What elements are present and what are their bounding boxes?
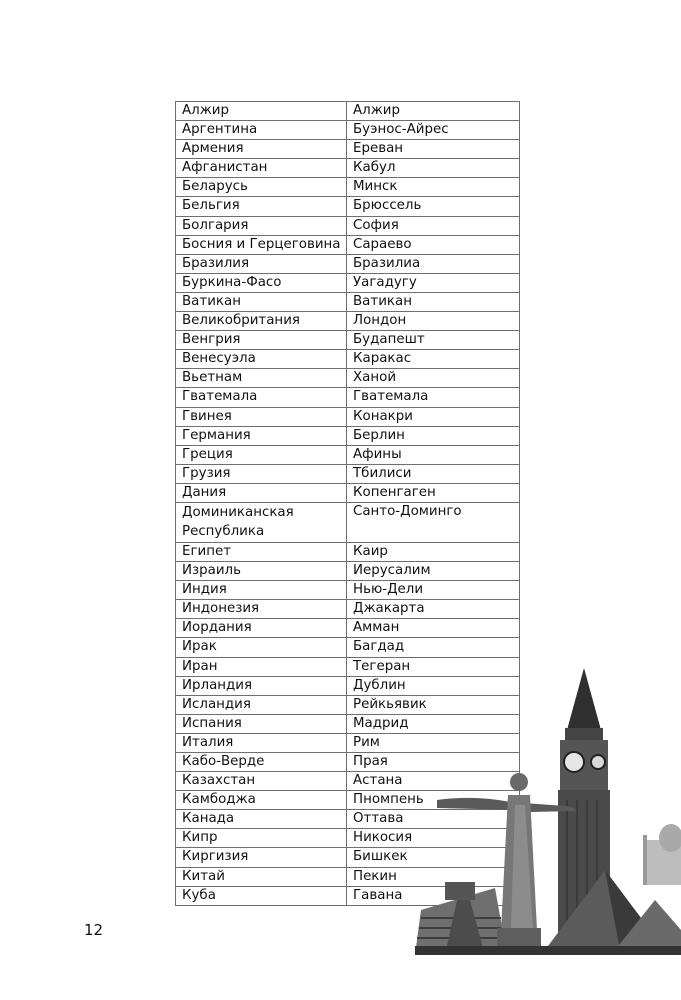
country-cell: Венесуэла <box>176 350 347 369</box>
table-row <box>176 464 520 483</box>
capital-cell: Багдад <box>347 638 520 657</box>
capital-cell: Каракас <box>347 350 520 369</box>
chichen-itza-icon <box>415 882 507 955</box>
country-cell: Гвинея <box>176 407 347 426</box>
table-row <box>176 581 520 600</box>
capital-cell: Брюссель <box>347 197 520 216</box>
landmarks-illustration <box>415 660 681 955</box>
country-cell: Египет <box>176 542 347 561</box>
capital-cell: Пномпень <box>347 791 520 810</box>
capital-cell: Бразилиа <box>347 254 520 273</box>
country-cell: Италия <box>176 733 347 752</box>
country-cell: Венгрия <box>176 331 347 350</box>
capital-cell: Амман <box>347 619 520 638</box>
country-cell: Бразилия <box>176 254 347 273</box>
capital-cell: Пекин <box>347 867 520 886</box>
capital-cell: Буэнос-Айрес <box>347 121 520 140</box>
capital-cell: Бишкек <box>347 848 520 867</box>
capital-cell: Рейкьявик <box>347 695 520 714</box>
table-row <box>176 140 520 159</box>
table-row <box>176 197 520 216</box>
table-row <box>176 292 520 311</box>
country-cell: Ирак <box>176 638 347 657</box>
capital-cell: Тегеран <box>347 657 520 676</box>
table-row <box>176 445 520 464</box>
capital-cell: Лондон <box>347 312 520 331</box>
country-cell: Киргизия <box>176 848 347 867</box>
country-cell: Буркина-Фасо <box>176 273 347 292</box>
capital-cell: Рим <box>347 733 520 752</box>
country-cell: Исландия <box>176 695 347 714</box>
country-cell: Канада <box>176 810 347 829</box>
country-cell: Израиль <box>176 562 347 581</box>
country-cell: Кабо-Верде <box>176 753 347 772</box>
country-cell: Иордания <box>176 619 347 638</box>
country-cell: Армения <box>176 140 347 159</box>
capital-cell: Дублин <box>347 676 520 695</box>
country-cell: Бельгия <box>176 197 347 216</box>
capital-cell: Никосия <box>347 829 520 848</box>
capital-cell: Будапешт <box>347 331 520 350</box>
table-row <box>176 426 520 445</box>
taj-mahal-icon <box>643 824 681 885</box>
capital-cell: Гватемала <box>347 388 520 407</box>
capital-cell: Афины <box>347 445 520 464</box>
country-cell: Ирландия <box>176 676 347 695</box>
country-cell: Беларусь <box>176 178 347 197</box>
table-row <box>176 562 520 581</box>
capital-cell: Гавана <box>347 886 520 905</box>
capital-cell: Тбилиси <box>347 464 520 483</box>
table-row <box>176 159 520 178</box>
capital-cell: София <box>347 216 520 235</box>
country-cell: Кипр <box>176 829 347 848</box>
table-row <box>176 483 520 502</box>
capital-cell: Каир <box>347 542 520 561</box>
country-cell: Вьетнам <box>176 369 347 388</box>
country-cell: Казахстан <box>176 772 347 791</box>
capital-cell: Кабул <box>347 159 520 178</box>
capital-cell: Астана <box>347 772 520 791</box>
capital-cell: Джакарта <box>347 600 520 619</box>
country-cell: Индонезия <box>176 600 347 619</box>
table-row <box>176 254 520 273</box>
capital-cell: Оттава <box>347 810 520 829</box>
country-cell: Куба <box>176 886 347 905</box>
table-row <box>176 102 520 121</box>
country-cell: Босния и Герцеговина <box>176 235 347 254</box>
capital-cell: Алжир <box>347 102 520 121</box>
country-cell: Великобритания <box>176 312 347 331</box>
table-row <box>176 121 520 140</box>
country-cell: Грузия <box>176 464 347 483</box>
table-row <box>176 331 520 350</box>
table-row <box>176 619 520 638</box>
country-cell: Алжир <box>176 102 347 121</box>
country-cell: Гватемала <box>176 388 347 407</box>
capital-cell: Мадрид <box>347 714 520 733</box>
capital-cell: Иерусалим <box>347 562 520 581</box>
capital-cell: Ватикан <box>347 292 520 311</box>
table-row <box>176 638 520 657</box>
country-cell: Индия <box>176 581 347 600</box>
capital-cell: Санто-Доминго <box>347 502 520 542</box>
capital-cell: Уагадугу <box>347 273 520 292</box>
page-number: 12 <box>84 921 104 939</box>
table-row <box>176 388 520 407</box>
capital-cell: Конакри <box>347 407 520 426</box>
country-cell: Аргентина <box>176 121 347 140</box>
table-row <box>176 502 520 542</box>
country-cell: Испания <box>176 714 347 733</box>
capital-cell: Копенгаген <box>347 483 520 502</box>
table-row <box>176 178 520 197</box>
country-cell: Германия <box>176 426 347 445</box>
country-cell: Иран <box>176 657 347 676</box>
capital-cell: Нью-Дели <box>347 581 520 600</box>
capital-cell: Ханой <box>347 369 520 388</box>
country-cell: Камбоджа <box>176 791 347 810</box>
table-row <box>176 369 520 388</box>
capital-cell: Минск <box>347 178 520 197</box>
country-cell: Греция <box>176 445 347 464</box>
country-cell: Афганистан <box>176 159 347 178</box>
capital-cell: Прая <box>347 753 520 772</box>
table-row <box>176 216 520 235</box>
country-cell: Доминиканская Республика <box>176 502 347 542</box>
country-cell: Ватикан <box>176 292 347 311</box>
country-cell: Китай <box>176 867 347 886</box>
capital-cell: Берлин <box>347 426 520 445</box>
table-row <box>176 273 520 292</box>
capital-cell: Ереван <box>347 140 520 159</box>
table-row <box>176 350 520 369</box>
country-cell: Болгария <box>176 216 347 235</box>
table-row <box>176 542 520 561</box>
table-row <box>176 407 520 426</box>
table-row <box>176 600 520 619</box>
country-cell: Дания <box>176 483 347 502</box>
capital-cell: Сараево <box>347 235 520 254</box>
table-row <box>176 235 520 254</box>
table-row <box>176 312 520 331</box>
